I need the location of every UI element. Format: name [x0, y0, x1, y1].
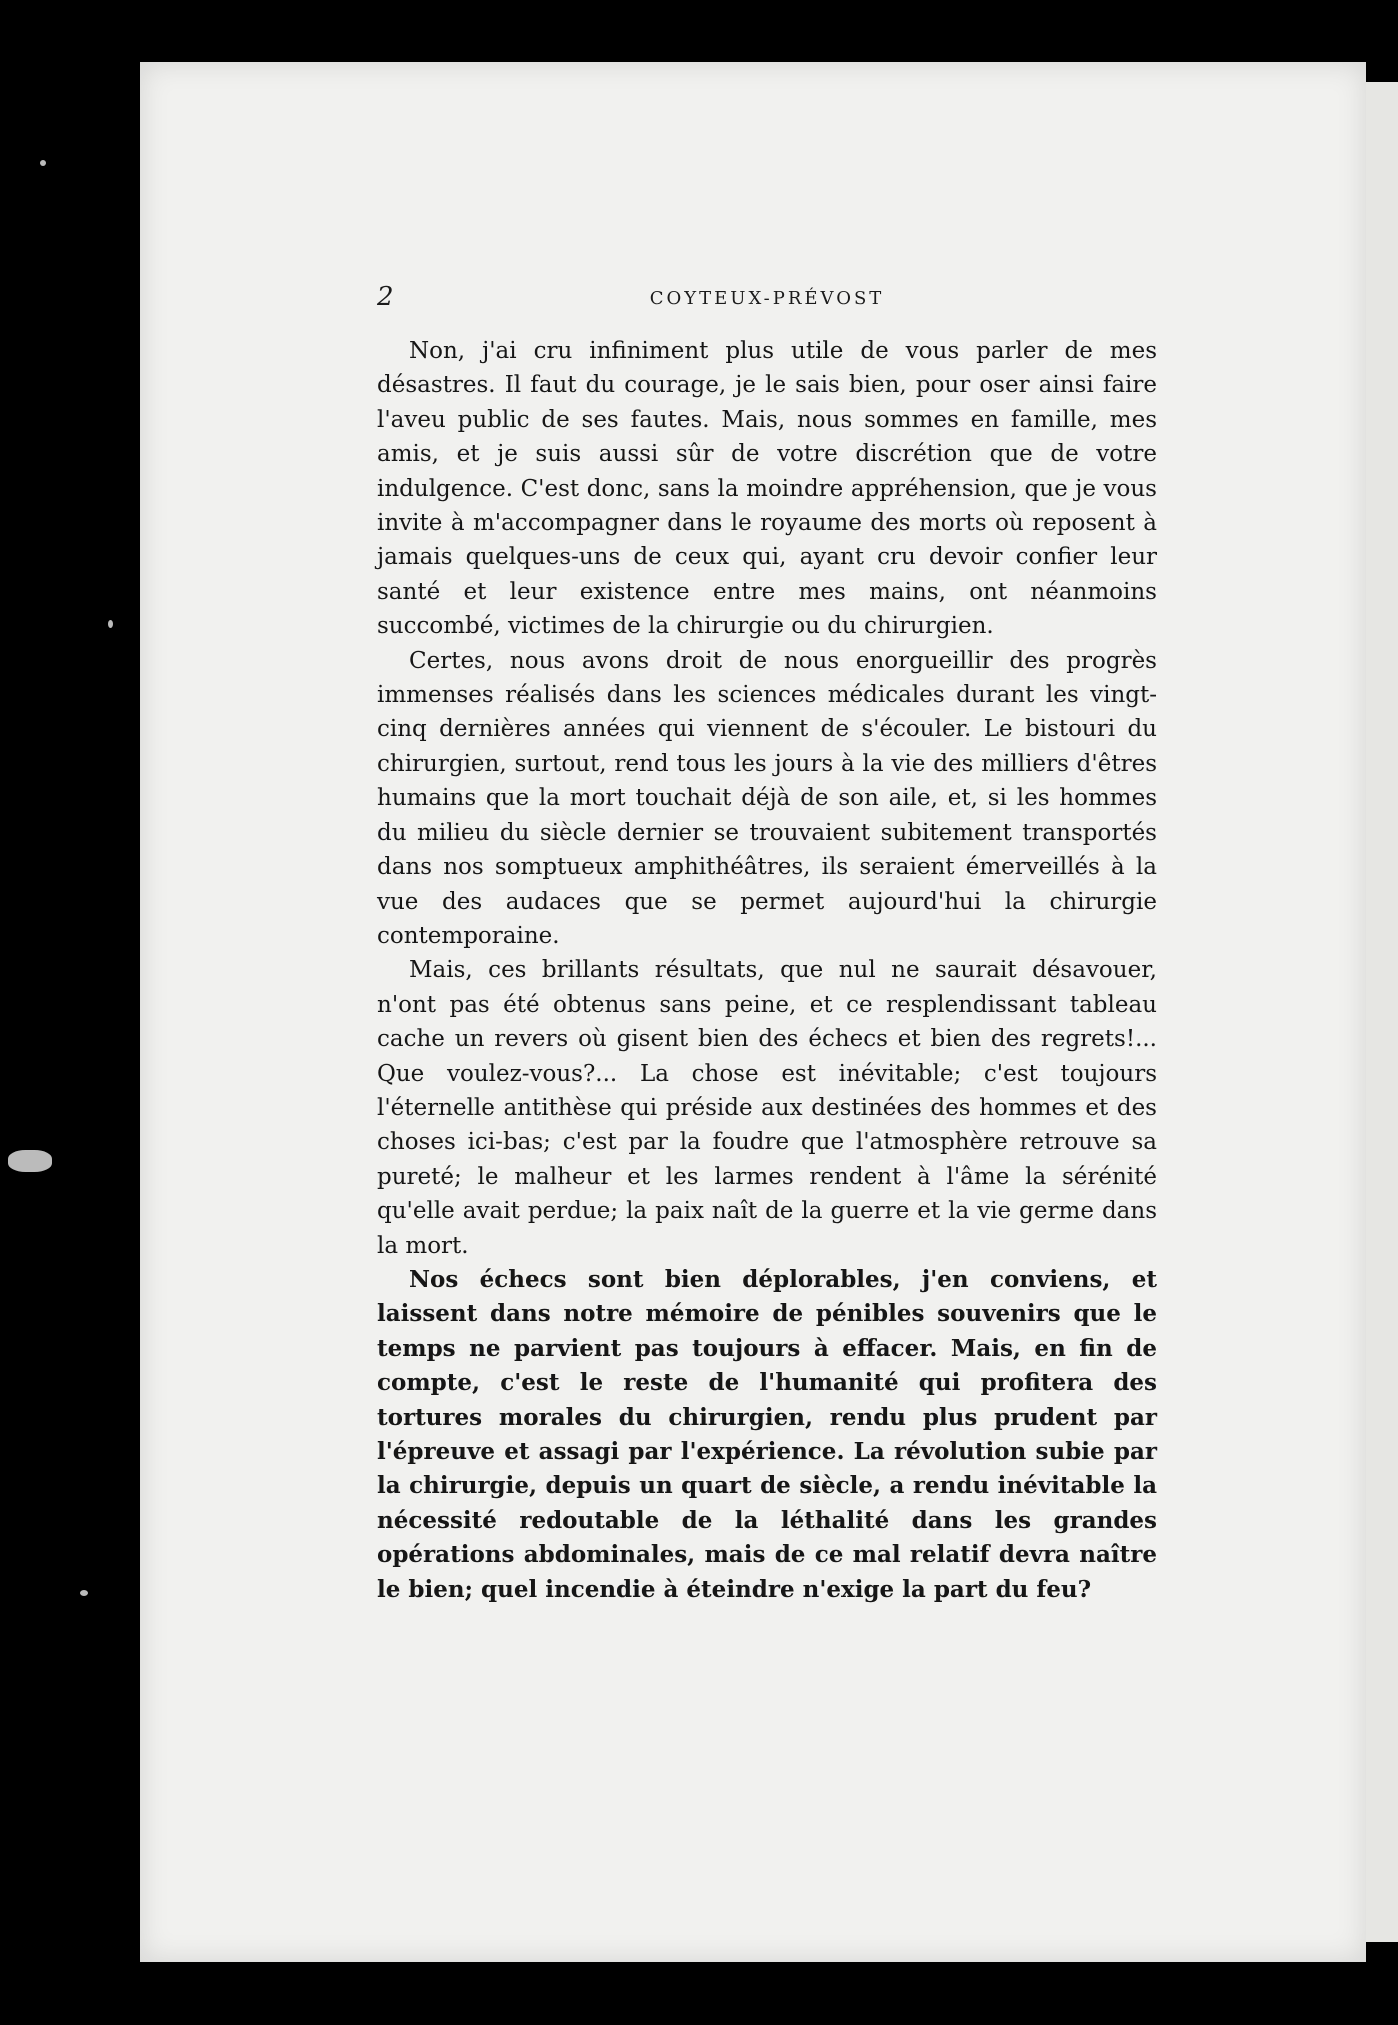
paragraph: Mais, ces brillants résultats, que nul ne saurait désavouer, n'ont pas été obtenus sans peine, et ce resplendissant tableau cache un revers où gisent bien des échecs et bien des regrets!... Que voulez-vous?... La chose est inévitable; c'est toujours l'éternelle antithèse qui préside aux destinées des hommes et des choses ici-bas; c'est par la foudre que l'atmosphère retrouve sa pureté; le malheur et les larmes rendent à l'âme la sérénité qu'elle avait perdue; la paix naît de la guerre et la vie germe dans la mort.	[377, 957, 1157, 1259]
scan-speck	[8, 1150, 52, 1172]
scan-speck	[108, 620, 113, 628]
page-number: 2	[377, 282, 394, 312]
paragraph: Certes, nous avons droit de nous enorgueillir des progrès immenses réalisés dans les sciences médicales durant les vingt-cinq dernières années qui viennent de s'écouler. Le bistouri du chirurgien, surtout, rend tous les jours à la vie des milliers d'êtres humains que la mort touchait déjà de son aile, et, si les hommes du milieu du siècle dernier se trouvaient subitement transportés dans nos somptueux amphithéâtres, ils seraient émerveillés à la vue des audaces que se permet aujourd'hui la chirurgie contemporaine.	[377, 647, 1157, 949]
paragraph: Non, j'ai cru infiniment plus utile de vous parler de mes désastres. Il faut du courage, je le sais bien, pour oser ainsi faire l'aveu public de ses fautes. Mais, nous sommes en famille, mes amis, et je suis aussi sûr de votre discrétion que de votre indulgence. C'est donc, sans la moindre appréhension, que je vous invite à m'accompagner dans le royaume des morts où reposent à jamais quelques-uns de ceux qui, ayant cru devoir confier leur santé et leur existence entre mes mains, ont néanmoins succombé, victimes de la chirurgie ou du chirurgien.	[377, 338, 1157, 640]
scan-speck	[80, 1590, 88, 1596]
page-header	[377, 282, 1157, 322]
body-text	[377, 334, 1157, 1607]
scan-speck	[40, 160, 46, 166]
paragraph: Nos échecs sont bien déplorables, j'en conviens, et laissent dans notre mémoire de pénibles souvenirs que le temps ne parvient pas toujours à effacer. Mais, en fin de compte, c'est le reste de l'humanité qui profitera des tortures morales du chirurgien, rendu plus prudent par l'épreuve et assagi par l'expérience. La révolution subie par la chirurgie, depuis un quart de siècle, a rendu inévitable la nécessité redoutable de la léthalité dans les grandes opérations abdominales, mais de ce mal relatif devra naître le bien; quel incendie à éteindre n'exige la part du feu?	[377, 1265, 1157, 1603]
running-head: COYTEUX-PRÉVOST	[649, 288, 885, 309]
